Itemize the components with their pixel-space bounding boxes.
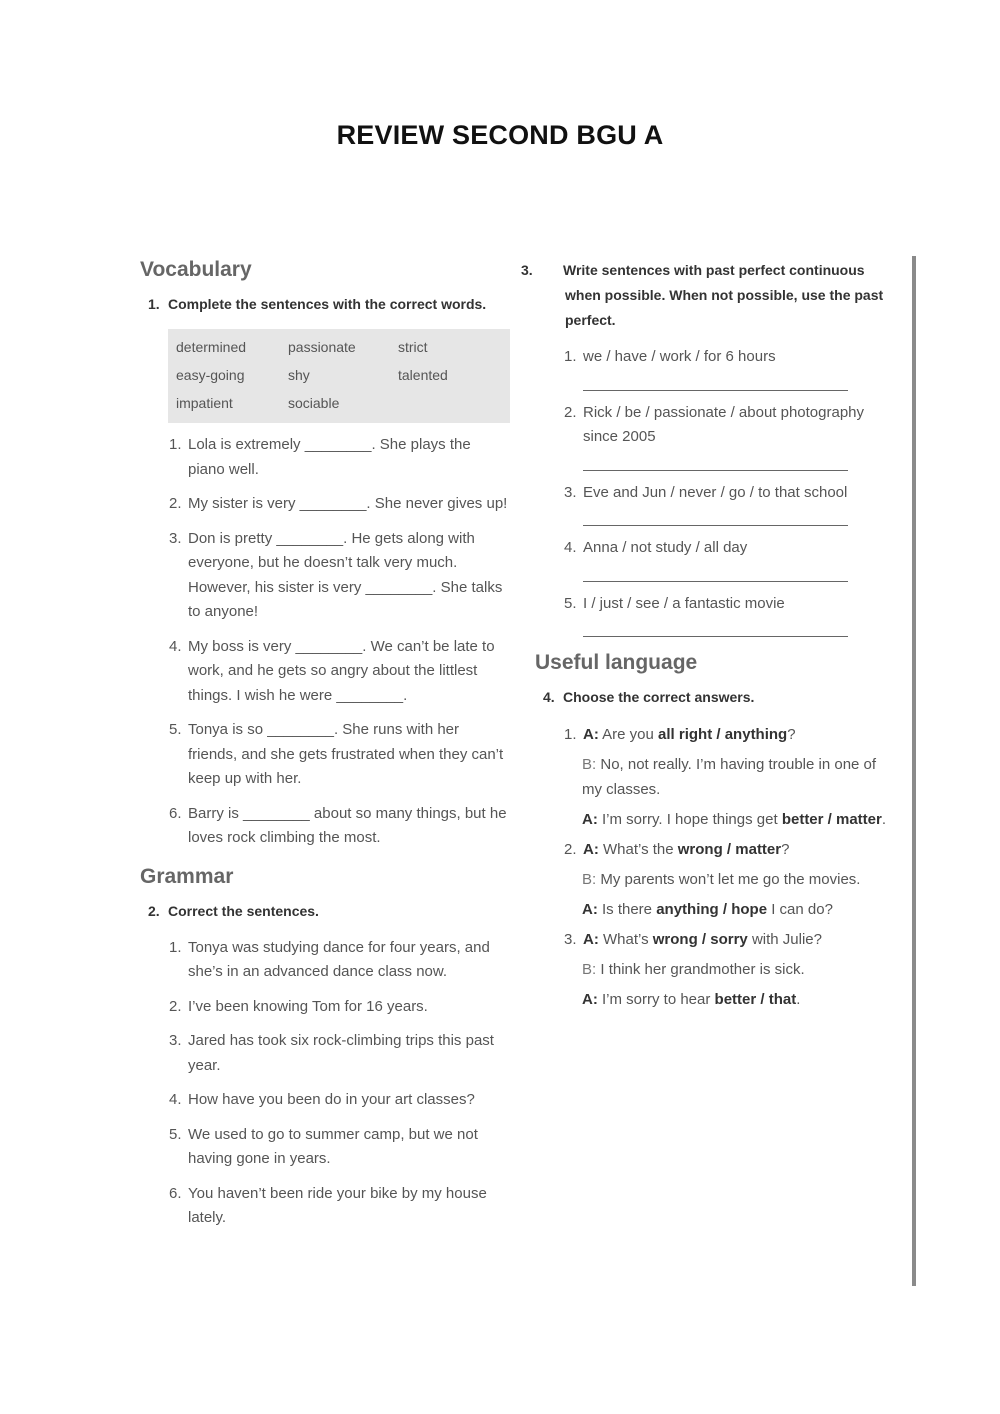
dialog-line: B: No, not really. I’m having trouble in one of my classes. bbox=[582, 756, 877, 798]
page-title: REVIEW SECOND BGU A bbox=[336, 120, 664, 150]
grammar-instruction: 2. Correct the sentences. bbox=[148, 902, 319, 919]
exercise-item: 5. I / just / see / a fantastic movie bbox=[535, 592, 900, 638]
exercise-item: 5. We used to go to summer camp, but we not having gone in years. bbox=[169, 1125, 478, 1167]
dialog-line: 3. A: What’s wrong / sorry with Julie? bbox=[564, 931, 822, 948]
exercise-item: 6. You haven’t been ride your bike by my house lately. bbox=[169, 1184, 487, 1226]
dialog-2 bbox=[535, 837, 900, 922]
word-bank bbox=[168, 329, 510, 423]
word-bank-item: impatient bbox=[176, 395, 233, 411]
useful-language-instruction: 4. Choose the correct answers. bbox=[543, 689, 755, 705]
column-divider bbox=[912, 256, 916, 1286]
grammar-heading: Grammar bbox=[140, 864, 234, 888]
right-column bbox=[521, 258, 900, 1017]
past-perfect-instruction: 3. Write sentences with past perfect continuous when possible. When not possible, use the past perfect. bbox=[521, 262, 884, 328]
exercise-item: 1. Lola is extremely ________. She plays the piano well. bbox=[169, 436, 471, 478]
exercise-item: 6. Barry is ________ about so many things, but he loves rock climbing the most. bbox=[169, 804, 507, 846]
vocabulary-heading: Vocabulary bbox=[140, 258, 252, 281]
word-bank-item: sociable bbox=[288, 395, 340, 411]
left-column bbox=[140, 258, 510, 1241]
answer-line[interactable] bbox=[583, 517, 848, 526]
answer-choice[interactable]: wrong / matter bbox=[677, 841, 782, 858]
exercise-item: 2. I’ve been knowing Tom for 16 years. bbox=[169, 997, 428, 1015]
grammar-items bbox=[140, 936, 510, 1231]
dialog-line: A: I’m sorry. I hope things get better / matter. bbox=[582, 811, 887, 828]
answer-line[interactable] bbox=[583, 628, 848, 637]
answer-choice[interactable]: better / matter bbox=[781, 811, 882, 828]
exercise-item: 4. My boss is very ________. We can’t be late to work, and he gets so angry about the littlest things. I wish he were ________. bbox=[169, 637, 495, 704]
exercise-item: 1. we / have / work / for 6 hours bbox=[535, 345, 900, 391]
answer-line[interactable] bbox=[583, 382, 848, 391]
past-perfect-items bbox=[535, 345, 900, 637]
exercise-item: 2. Rick / be / passionate / about photography since 2005 bbox=[535, 401, 900, 471]
word-bank-item: determined bbox=[176, 339, 247, 355]
exercise-item: 4. Anna / not study / all day bbox=[535, 536, 900, 582]
word-bank-item: talented bbox=[398, 367, 448, 383]
exercise-item: 5. Tonya is so ________. She runs with her friends, and she gets frustrated when they can’t keep up with her. bbox=[169, 721, 504, 787]
answer-line[interactable] bbox=[583, 462, 848, 471]
dialog-line: A: I’m sorry to hear better / that. bbox=[582, 991, 801, 1008]
exercise-item: 2. My sister is very ________. She never gives up! bbox=[169, 495, 508, 512]
exercise-item: 3. Don is pretty ________. He gets along with everyone, but he doesn’t talk very much. However, his sister is very ________. She talks to anyone! bbox=[169, 529, 503, 620]
useful-language-heading: Useful language bbox=[535, 651, 698, 674]
answer-choice[interactable]: better / that bbox=[714, 991, 797, 1008]
word-bank-item: shy bbox=[288, 367, 310, 383]
dialog-1 bbox=[535, 722, 900, 832]
dialog-line: B: I think her grandmother is sick. bbox=[582, 961, 805, 978]
answer-choice[interactable]: all right / anything bbox=[658, 726, 788, 743]
dialog-line: B: My parents won’t let me go the movies. bbox=[582, 871, 861, 888]
vocabulary-items bbox=[140, 433, 510, 851]
dialog-3 bbox=[535, 927, 900, 1012]
word-bank-item: passionate bbox=[288, 339, 356, 355]
exercise-item: 3. Eve and Jun / never / go / to that school bbox=[535, 481, 900, 527]
exercise-item: 4. How have you been do in your art classes? bbox=[169, 1091, 475, 1108]
dialog-line: 1. A: Are you all right / anything? bbox=[564, 726, 796, 743]
word-bank-item: strict bbox=[398, 339, 428, 355]
dialog-line: 2. A: What’s the wrong / matter? bbox=[564, 841, 790, 858]
exercise-item: 3. Jared has took six rock-climbing trips this past year. bbox=[169, 1032, 494, 1074]
exercise-item: 1. Tonya was studying dance for four years, and she’s in an advanced dance class now. bbox=[169, 938, 490, 980]
vocabulary-instruction: 1. Complete the sentences with the correct words. bbox=[148, 296, 487, 312]
dialog-line: A: Is there anything / hope I can do? bbox=[582, 901, 833, 918]
answer-choice[interactable]: wrong / sorry bbox=[652, 931, 748, 948]
answer-line[interactable] bbox=[583, 573, 848, 582]
word-bank-item: easy-going bbox=[176, 367, 245, 383]
answer-choice[interactable]: anything / hope bbox=[656, 901, 768, 918]
